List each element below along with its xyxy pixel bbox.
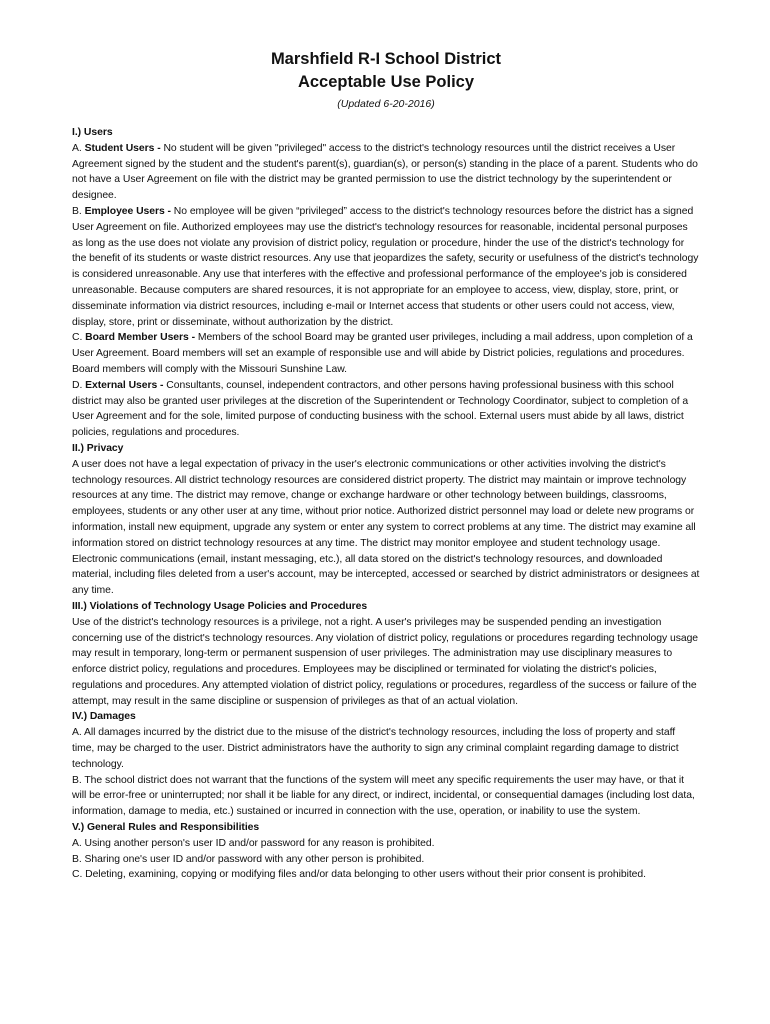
violations-paragraph: Use of the district's technology resources is a privilege, not a right. A user's privileges may be suspended pending an investigation concerning use of the district's technology resources. Any violation of district policy, regulations or procedures regarding technology usage may result in temporary, long-term or permanent suspension of user privileges. The administration may use disciplinary measures to enforce district policy, regulations and procedures. Employees may be disciplined or terminated for violating the district's policies, regulations and procedures. Any attempted violation of district policy, regulations or procedures, regardless of the success or failure of the attempt, may result in the same discipline or suspension of privileges as that of an actual violation. — [72, 616, 699, 707]
users-board-prefix: C. — [72, 332, 86, 344]
section-heading-privacy: II.) Privacy — [72, 442, 124, 454]
policy-body — [72, 125, 700, 883]
users-employee-label: Employee Users - — [84, 205, 171, 217]
users-employee-paragraph — [72, 204, 700, 330]
users-student-label: Student Users - — [84, 142, 161, 154]
users-board-paragraph — [72, 330, 700, 377]
rules-item-b: B. Sharing one's user ID and/or password with any other person is prohibited. — [72, 853, 425, 865]
users-external-paragraph — [72, 378, 700, 441]
document-title-district: Marshfield R-I School District — [270, 50, 502, 68]
users-external-prefix: D. — [72, 379, 86, 391]
section-heading-violations: III.) Violations of Technology Usage Policies and Procedures — [72, 600, 368, 612]
rules-item-a: A. Using another person's user ID and/or password for any reason is prohibited. — [72, 837, 435, 849]
users-student-prefix: A. — [72, 142, 85, 154]
users-student-text: No student will be given "privileged" access to the district's technology resources until the district receives a User Agreement signed by the student and the student's parent(s), guardian(s), or person(s) standing in the place of a parent. Students who do not have a User Agreement on file with the district may be granted permission to use the district technology by the superintendent or designee. — [72, 142, 698, 202]
section-heading-rules: V.) General Rules and Responsibilities — [72, 822, 260, 834]
policy-page — [72, 48, 700, 883]
users-external-text: Consultants, counsel, independent contractors, and other persons having professional business with this school district may also be granted user privileges at the discretion of the Superintendent or Technology Coordinator, subject to completion of a User Agreement and for the sole, limited purpose of conducting business with the school. External users must abide by all laws, district policies, regulations and procedures. — [72, 379, 689, 439]
users-employee-prefix: B. — [72, 205, 85, 217]
damages-paragraph-b: B. The school district does not warrant that the functions of the system will meet any specific requirements the user may have, or that it will be error-free or uninterrupted; nor shall it be liable for any direct, or indirect, incidental, or consequential damages (including lost data, information, damage to media, etc.) sustained or incurred in connection with the use, operation, or inability to use the system. — [72, 774, 695, 818]
users-external-label: External Users - — [85, 379, 164, 391]
users-student-paragraph — [72, 141, 700, 204]
section-heading-damages: IV.) Damages — [72, 711, 136, 723]
section-heading-users: I.) Users — [72, 127, 113, 138]
damages-paragraph-a: A. All damages incurred by the district due to the misuse of the district's technology resources, including the loss of property and staff time, may be charged to the user. District administrators have the authority to sign any criminal complaint regarding damage to district technology. — [72, 727, 679, 770]
privacy-paragraph: A user does not have a legal expectation of privacy in the user's electronic communications or other activities involving the district's technology resources. All district technology resources are considered district property. The district may maintain or improve technology resources at any time. The district may remove, change or exchange hardware or other technology between buildings, classrooms, employees, students or any other user at any time, without prior notice. Authorized district personnel may load or delete new programs or information, install new equipment, upgrade any system or enter any system to correct problems at any time. The district may examine all information stored on district technology resources at any time. The district may monitor employee and student technology usage. Electronic communications (email, instant messaging, etc.), all data stored on the district's technology resources, and downloaded material, including files deleted from a user's account, may be intercepted, accessed or searched by district administrators or designees at any time. — [72, 458, 700, 597]
users-board-text: Members of the school Board may be granted user privileges, including a mail address, upon completion of a User Agreement. Board members will set an example of responsible use and will abide by District policies, regulations and procedures. Board members will comply with the Missouri Sunshine Law. — [72, 332, 693, 375]
updated-date: (Updated 6-20-2016) — [337, 98, 435, 110]
document-title-policy: Acceptable Use Policy — [297, 73, 475, 91]
rules-item-c: C. Deleting, examining, copying or modifying files and/or data belonging to other users without their prior consent is prohibited. — [72, 869, 646, 881]
users-employee-text: No employee will be given “privileged” access to the district's technology resources before the district has a signed User Agreement on file. Authorized employees may use the district's technology resources for reasonable, incidental personal purposes as long as the use does not violate any provision of district policy, regulation or procedure, hinder the use of the district's technology for the benefit of its students or waste district resources. Any use that jeopardizes the safety, security or usefulness of the district's technology is considered unreasonable. Any use that interferes with the effective and professional performance of the employee's job is considered unreasonable. Because computers are shared resources, it is not appropriate for an employee to access, view, display, store, print, or disseminate information via district resources, including e-mail or Internet access that students or other users could not access, view, display, store, print or disseminate, without authorization by the district. — [72, 205, 699, 328]
users-board-label: Board Member Users - — [85, 332, 196, 344]
